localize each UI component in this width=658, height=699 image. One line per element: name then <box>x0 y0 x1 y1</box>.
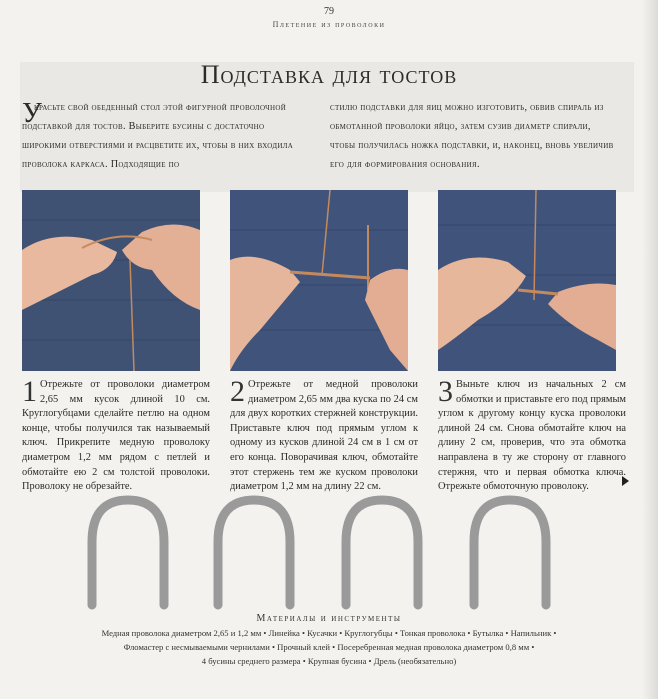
step-1-text: Отрежьте от проволоки диаметром 2,65 мм кусок длиной 10 см. Круглогубцами сделайте петлю на одном конце, чтобы получился так называемый ключ. Прикрепите медную проволоку диаметром 1,2 мм рядом с петлей и обмотайте ею 2 см толстой проволоки. Проволоку не обрезайте. <box>22 379 210 493</box>
step-3-photo <box>438 190 616 371</box>
wire-arch-3 <box>346 500 418 605</box>
materials-line-3: 4 бусины среднего размера • Крупная бусина • Дрель (необязательно) <box>201 656 457 666</box>
step-2-photo <box>230 190 408 371</box>
next-page-arrow-icon <box>622 476 629 486</box>
wire-arch-2 <box>218 500 290 605</box>
intro-column-2: стилю подставки для яиц можно изготовить, обвив спираль из обмотанной проволоки яйцо, затем сузив диаметр спирали, чтобы получилась ножка подставки, и, наконец, вновь увеличив его для формирования основания. <box>330 102 614 170</box>
drop-cap: У <box>22 98 42 129</box>
running-head: Плетение из проволоки <box>272 20 386 29</box>
wire-arch-4 <box>474 500 546 605</box>
step-1 <box>22 375 210 495</box>
materials-line-2: Фломастер с несмываемыми чернилами • Прочный клей • Посеребренная медная проволока диаметром 0,8 мм • <box>123 642 535 652</box>
step-3-number: 3 <box>438 375 453 408</box>
step-1-number: 1 <box>22 375 37 408</box>
materials-heading: Материалы и инструменты <box>256 613 402 624</box>
step-3-text: Выньте ключ из начальных 2 см обмотки и приставьте его под прямым углом к другому концу куска проволоки длиной 24 см. Снова обмотайте ключ на длину 2 см, проверив, что эта обмотка направлена в ту же сторону от главного стержня, что и первая обмотка ключа. Отрежьте обмоточную проволоку. <box>438 379 626 493</box>
step-2-number: 2 <box>230 375 245 408</box>
page-number: 79 <box>324 6 334 17</box>
step-2 <box>230 375 418 495</box>
step-3 <box>438 375 626 495</box>
intro-column-1: красьте свой обеденный стол этой фигурной проволочной подставкой для тостов. Выберите бусины с достаточно широкими отверстиями и расцветите их, чтобы в них входила проволока каркаса. Подходящие по <box>22 102 294 170</box>
materials-list <box>30 626 628 668</box>
materials-line-1: Медная проволока диаметром 2,65 и 1,2 мм • Линейка • Кусачки • Круглогубцы • Тонкая проволока • Бутылка • Напильник • <box>101 628 557 638</box>
page-title: Подставка для тостов <box>200 60 458 89</box>
step-2-text: Отрежьте от медной проволоки диаметром 2,65 мм два куска по 24 см для двух коротких стержней конструкции. Приставьте ключ под прямым углом к одному из кусков длиной 24 см в 1 см от его конца. Поворачивая ключ, обмотайте этот стержень тем же куском проволоки диаметром 1,2 мм на длину 22 см. <box>230 379 418 493</box>
wire-arch-1 <box>92 500 164 605</box>
step-1-photo <box>22 190 200 371</box>
wire-arches-illustration <box>0 490 658 610</box>
